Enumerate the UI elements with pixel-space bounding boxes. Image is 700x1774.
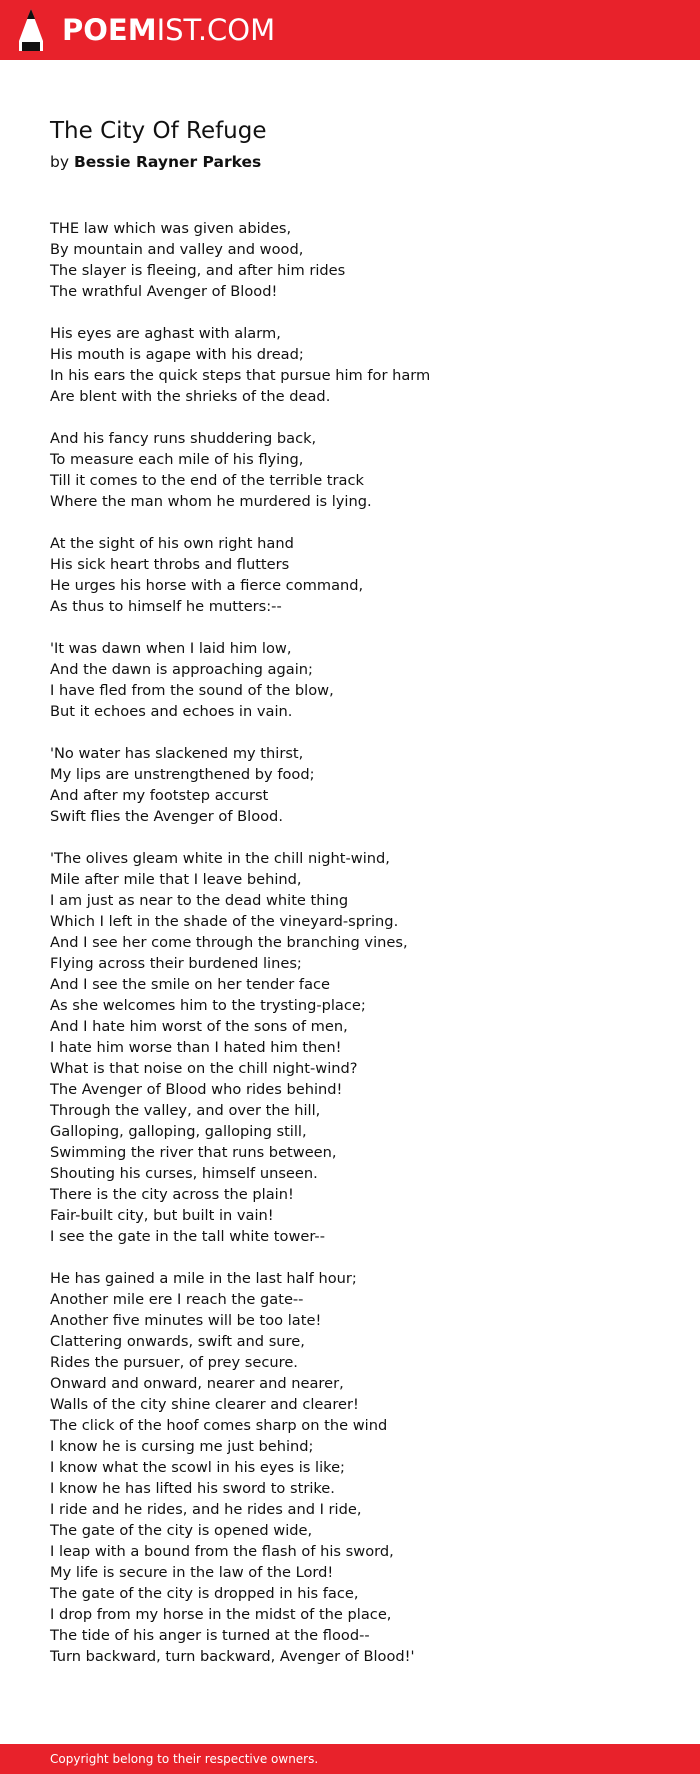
poem-line: His eyes are aghast with alarm, [50, 325, 281, 342]
poem-line: The gate of the city is opened wide, [50, 1522, 313, 1539]
poem-line: Shouting his curses, himself unseen. [50, 1165, 318, 1182]
poem-line: And after my footstep accurst [50, 787, 269, 804]
poem-line: Another five minutes will be too late! [50, 1312, 322, 1329]
poem-line: THE law which was given abides, [50, 220, 292, 237]
by-label: by [50, 153, 70, 171]
poem-line: Another mile ere I reach the gate-- [50, 1291, 304, 1308]
poem-line: Swimming the river that runs between, [50, 1144, 337, 1161]
poem-line: He has gained a mile in the last half hour; [50, 1270, 357, 1287]
poem-line: The Avenger of Blood who rides behind! [50, 1081, 343, 1098]
poem-line: Rides the pursuer, of prey secure. [50, 1354, 298, 1371]
poem-header [50, 112, 670, 174]
poem-stanza [50, 638, 670, 722]
poem-line: My life is secure in the law of the Lord! [50, 1564, 334, 1581]
poem-line: I know what the scowl in his eyes is like; [50, 1459, 345, 1476]
poem-line: Which I left in the shade of the vineyard-spring. [50, 913, 399, 930]
top-bar [0, 0, 700, 60]
poem-line: In his ears the quick steps that pursue him for harm [50, 367, 431, 384]
poem-line: And the dawn is approaching again; [50, 661, 313, 678]
poem-line: Fair-built city, but built in vain! [50, 1207, 274, 1224]
poem-line: I know he is cursing me just behind; [50, 1438, 314, 1455]
poem-line: He urges his horse with a fierce command, [50, 577, 364, 594]
poem-stanza [50, 428, 670, 512]
poem-line: 'No water has slackened my thirst, [50, 745, 304, 762]
poem-line: Turn backward, turn backward, Avenger of Blood!' [50, 1648, 415, 1665]
poem-stanza [50, 323, 670, 407]
poem-line: But it echoes and echoes in vain. [50, 703, 293, 720]
poem-line: The gate of the city is dropped in his face, [50, 1585, 359, 1602]
poem-stanza [50, 743, 670, 827]
poem-line: As she welcomes him to the trysting-place; [50, 997, 366, 1014]
poem-line: Where the man whom he murdered is lying. [50, 493, 372, 510]
poem-line: I am just as near to the dead white thing [50, 892, 349, 909]
poem-line: And I see the smile on her tender face [50, 976, 331, 993]
poem-line: Through the valley, and over the hill, [50, 1102, 321, 1119]
poem-line: I know he has lifted his sword to strike. [50, 1480, 335, 1497]
poem-line: What is that noise on the chill night-wind? [50, 1060, 358, 1077]
poem-line: I ride and he rides, and he rides and I ride, [50, 1501, 362, 1518]
poem-line: And I hate him worst of the sons of men, [50, 1018, 348, 1035]
brand-light: IST.COM [156, 13, 276, 47]
poem-line: I leap with a bound from the flash of his sword, [50, 1543, 394, 1560]
poem-line: And his fancy runs shuddering back, [50, 430, 317, 447]
poem-line: I have fled from the sound of the blow, [50, 682, 334, 699]
poem-line: Clattering onwards, swift and sure, [50, 1333, 305, 1350]
poem-line: I drop from my horse in the midst of the place, [50, 1606, 392, 1623]
poem-line: Onward and onward, nearer and nearer, [50, 1375, 344, 1392]
poem-body [50, 218, 670, 1688]
poem-line: The tide of his anger is turned at the flood-- [50, 1627, 370, 1644]
poem-line: The wrathful Avenger of Blood! [50, 283, 278, 300]
poem-title: The City Of Refuge [50, 118, 267, 144]
poem-line: There is the city across the plain! [50, 1186, 294, 1203]
poem-line: 'It was dawn when I laid him low, [50, 640, 292, 657]
poem-line: Are blent with the shrieks of the dead. [50, 388, 331, 405]
poem-line: I see the gate in the tall white tower-- [50, 1228, 325, 1245]
poem-line: His mouth is agape with his dread; [50, 346, 304, 363]
poem-stanza [50, 1268, 670, 1667]
brand-bold: POEM [62, 13, 157, 47]
poem-line: To measure each mile of his flying, [50, 451, 304, 468]
pencil-tip-icon[interactable] [18, 9, 44, 51]
poem-line: Walls of the city shine clearer and clearer! [50, 1396, 359, 1413]
author-name: Bessie Rayner Parkes [73, 153, 262, 171]
poem-line: Galloping, galloping, galloping still, [50, 1123, 307, 1140]
poem-stanza [50, 218, 670, 302]
poem-line: Till it comes to the end of the terrible track [50, 472, 364, 489]
poem-line: My lips are unstrengthened by food; [50, 766, 315, 783]
poem-line: The slayer is fleeing, and after him rides [50, 262, 346, 279]
poem-stanza [50, 533, 670, 617]
poem-line: Mile after mile that I leave behind, [50, 871, 302, 888]
poem-line: Swift flies the Avenger of Blood. [50, 808, 283, 825]
poem-line: And I see her come through the branching vines, [50, 934, 408, 951]
poem-line: His sick heart throbs and flutters [50, 556, 290, 573]
site-logo[interactable] [62, 12, 275, 48]
poem-line: The click of the hoof comes sharp on the wind [50, 1417, 388, 1434]
poem-line: At the sight of his own right hand [50, 535, 294, 552]
byline [50, 150, 670, 174]
poem-line: Flying across their burdened lines; [50, 955, 302, 972]
poem-line: 'The olives gleam white in the chill night-wind, [50, 850, 390, 867]
poem-line: By mountain and valley and wood, [50, 241, 304, 258]
poem-line: As thus to himself he mutters:-- [50, 598, 282, 615]
poem-stanza [50, 848, 670, 1247]
poem-line: I hate him worse than I hated him then! [50, 1039, 342, 1056]
footer-bar [0, 1744, 700, 1774]
copyright-text: Copyright belong to their respective owners. [50, 1752, 319, 1766]
